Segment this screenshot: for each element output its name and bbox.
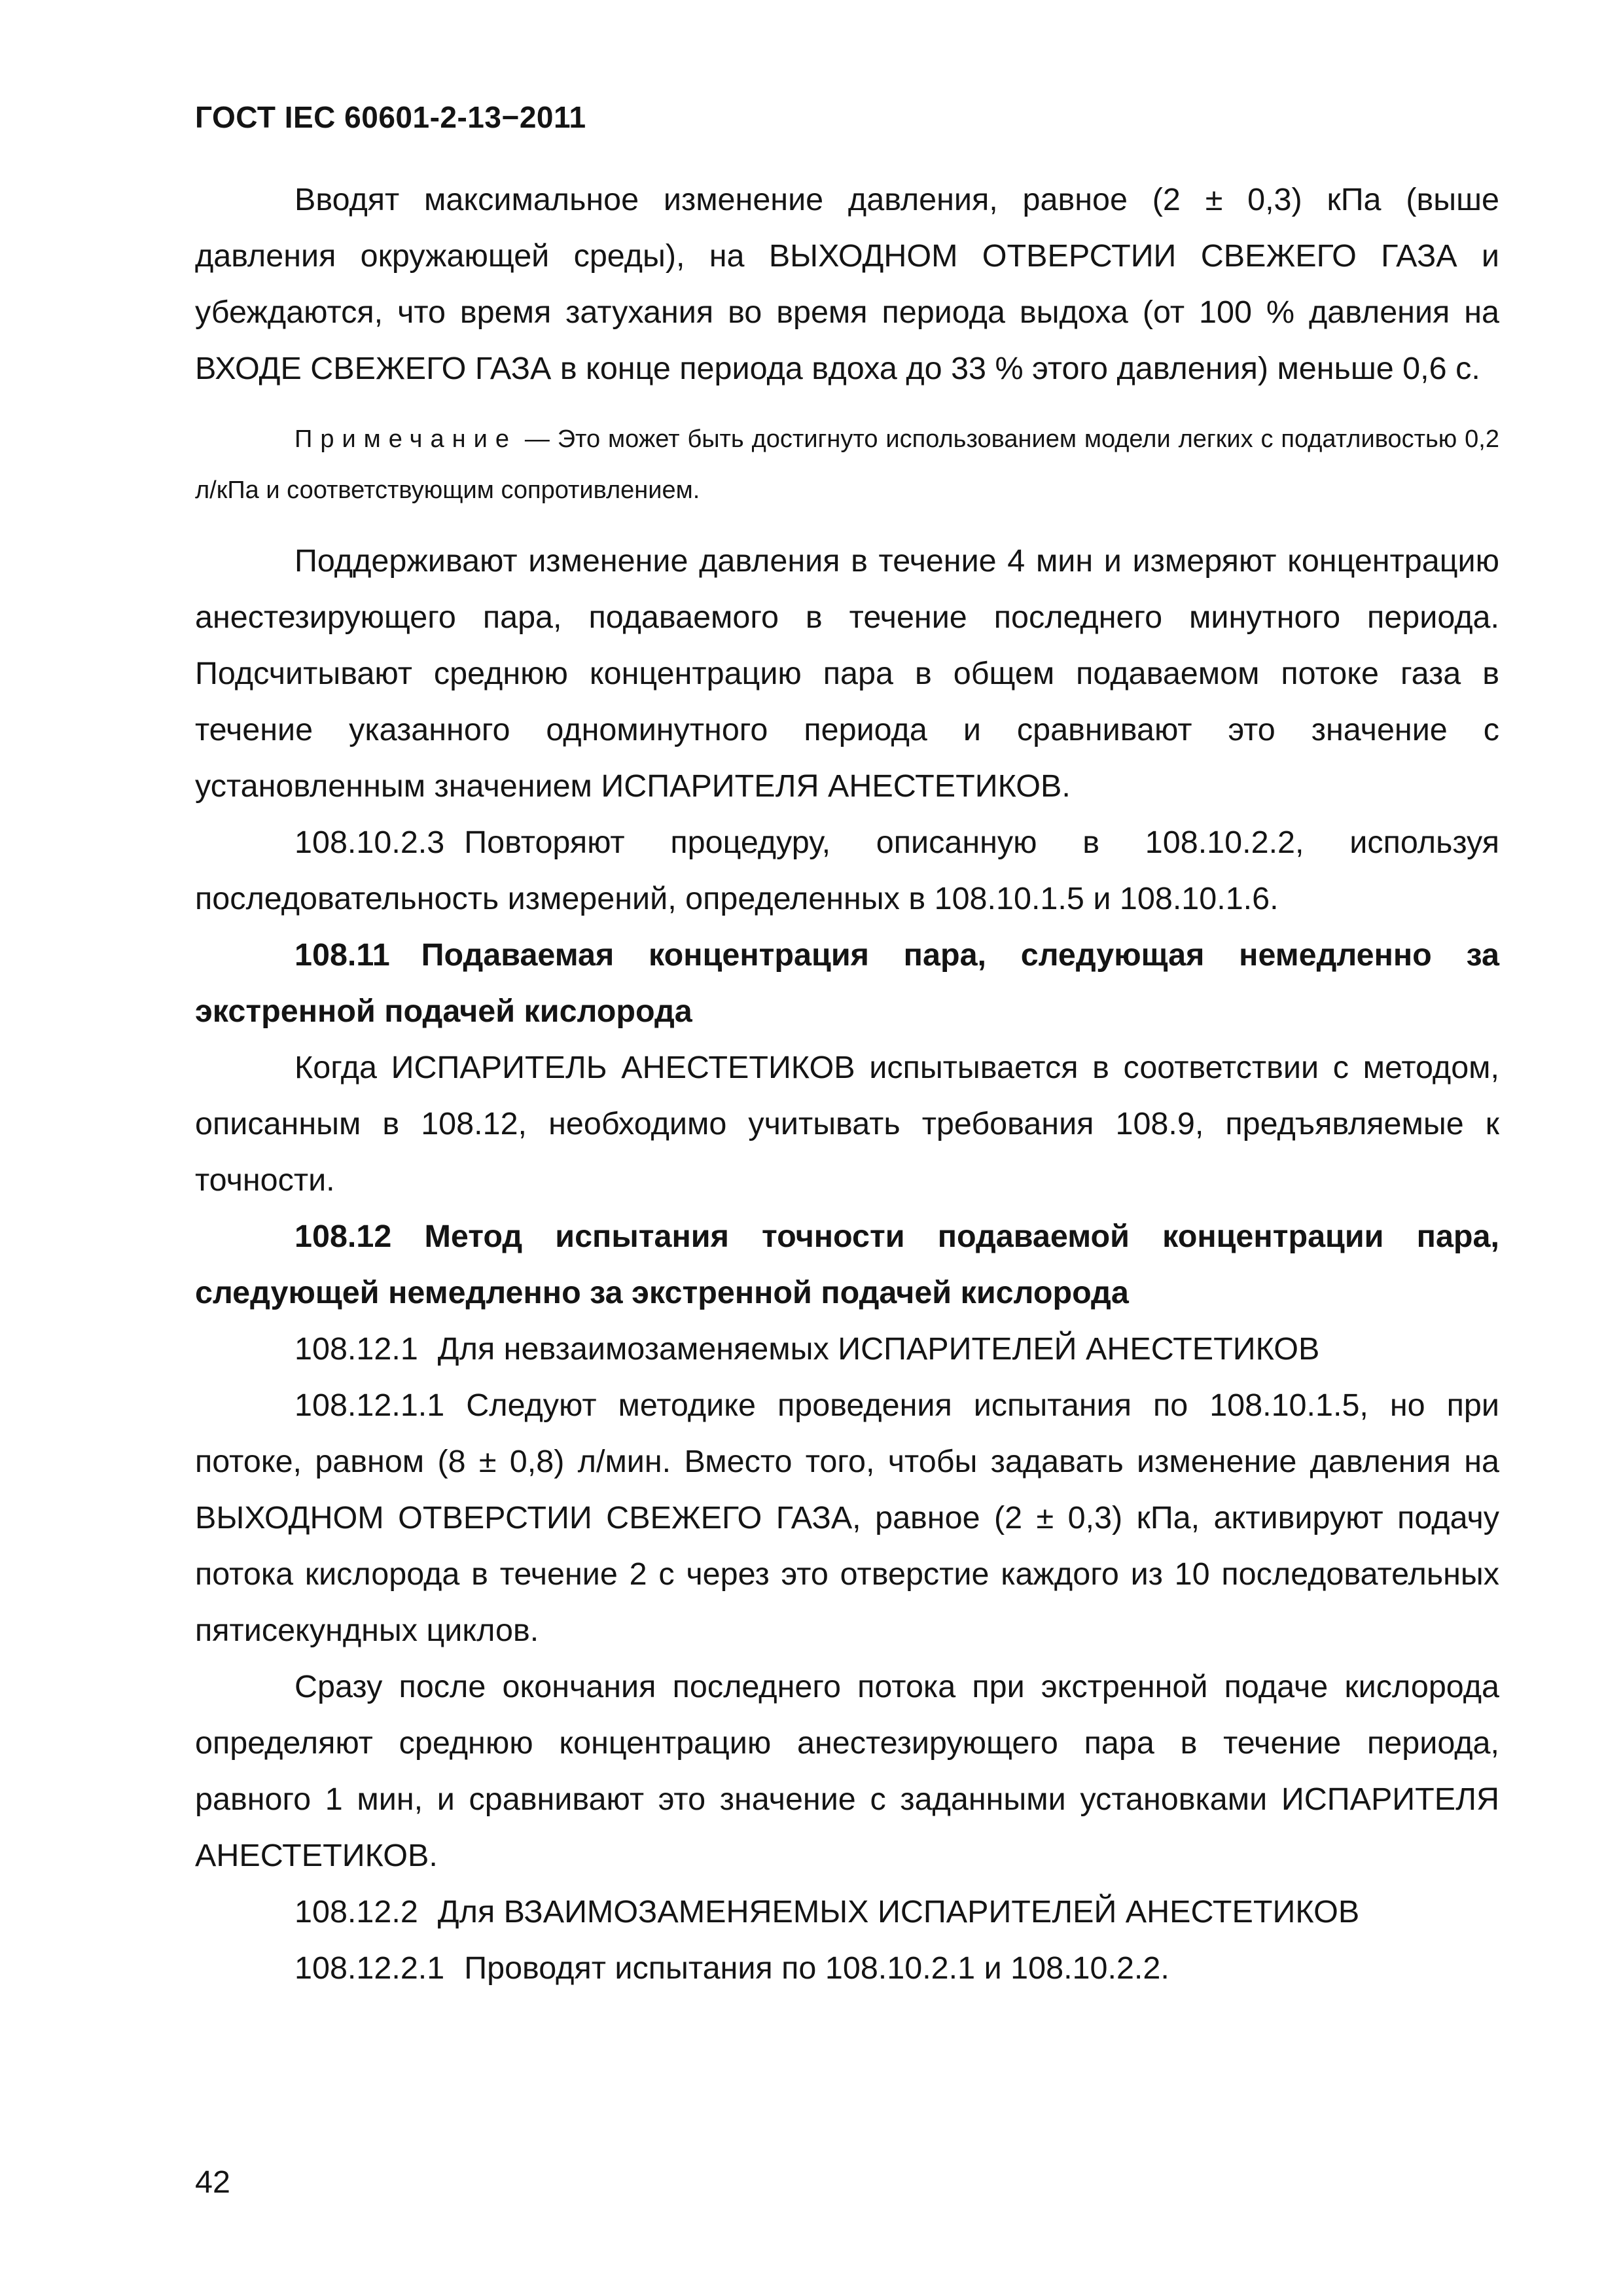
paragraph-108-10-2-3 [195, 814, 1499, 927]
clause-text: Повторяют процедуру, описанную в 108.10.2.2, используя последовательность измерений, определенных в 108.10.1.5 и 108.10.1.6. [195, 825, 1499, 916]
paragraph-after-last-flow: Сразу после окончания последнего потока при экстренной подаче кислорода определяют среднюю концентрацию анестезирующего пара в течение периода, равного 1 мин, и сравнивают это значение с заданными установками ИСПАРИТЕЛЯ АНЕСТЕТИКОВ. [195, 1669, 1499, 1873]
clause-text: Для ВЗАИМОЗАМЕНЯЕМЫХ ИСПАРИТЕЛЕЙ АНЕСТЕТИКОВ [437, 1894, 1360, 1929]
paragraph-108-12-2 [195, 1884, 1499, 1940]
paragraph-108-12-1-1 [195, 1377, 1499, 1659]
section-title: Метод испытания точности подаваемой концентрации пара, следующей немедленно за экстренной подачей кислорода [195, 1219, 1499, 1310]
paragraph-maintain-pressure: Поддерживают изменение давления в течение 4 мин и измеряют концентрацию анестезирующего пара, подаваемого в течение последнего минутного периода. Подсчитывают среднюю концентрацию пара в общем подаваемом потоке газа в течение указанного одноминутного периода и сравнивают это значение с установленным значением ИСПАРИТЕЛЯ АНЕСТЕТИКОВ. [195, 543, 1499, 804]
clause-text: Следуют методике проведения испытания по 108.10.1.5, но при потоке, равном (8 ± 0,8) л/мин. Вместо того, чтобы задавать изменение давления на ВЫХОДНОМ ОТВЕРСТИИ СВЕЖЕГО ГАЗА, равное (2 ± 0,3) кПа, активируют подачу потока кислорода в течение 2 с через это отверстие каждого из 10 последовательных пятисекундных циклов. [195, 1388, 1499, 1648]
note-text: — Это может быть достигнуто использованием модели легких с податливостью 0,2 л/кПа и соответствующим сопротивлением. [195, 425, 1499, 504]
clause-number: 108.12.2 [294, 1894, 418, 1929]
standard-id: ГОСТ IEC 60601-2-13−2011 [195, 100, 586, 134]
clause-text: Для невзаимозаменяемых ИСПАРИТЕЛЕЙ АНЕСТЕТИКОВ [437, 1331, 1320, 1367]
note [195, 414, 1499, 516]
clause-text: Проводят испытания по 108.10.2.1 и 108.10.2.2. [464, 1950, 1169, 1986]
paragraph-vaporizer-test: Когда ИСПАРИТЕЛЬ АНЕСТЕТИКОВ испытывается в соответствии с методом, описанным в 108.12, необходимо учитывать требования 108.9, предъявляемые к точности. [195, 1050, 1499, 1198]
clause-number: 108.10.2.3 [294, 825, 445, 860]
paragraph-pressure-change: Вводят максимальное изменение давления, равное (2 ± 0,3) кПа (выше давления окружающей среды), на ВЫХОДНОМ ОТВЕРСТИИ СВЕЖЕГО ГАЗА и убеждаются, что время затухания во время периода выдоха (от 100 % давления на ВХОДЕ СВЕЖЕГО ГАЗА в конце периода вдоха до 33 % этого давления) меньше 0,6 с. [195, 182, 1499, 386]
section-heading-108-12 [195, 1208, 1499, 1321]
document-header [195, 99, 586, 135]
paragraph-108-12-1 [195, 1321, 1499, 1377]
paragraph-108-12-2-1 [195, 1940, 1499, 1996]
page-number: 42 [195, 2164, 230, 2200]
section-title: Подаваемая концентрация пара, следующая немедленно за экстренной подачей кислорода [195, 937, 1499, 1029]
section-heading-108-11 [195, 927, 1499, 1039]
section-number: 108.11 [294, 937, 390, 973]
clause-number: 108.12.1 [294, 1331, 418, 1367]
clause-number: 108.12.1.1 [294, 1388, 445, 1423]
section-number: 108.12 [294, 1219, 392, 1254]
document-body [195, 171, 1499, 1996]
note-label: Примечание [294, 425, 517, 453]
clause-number: 108.12.2.1 [294, 1950, 445, 1986]
